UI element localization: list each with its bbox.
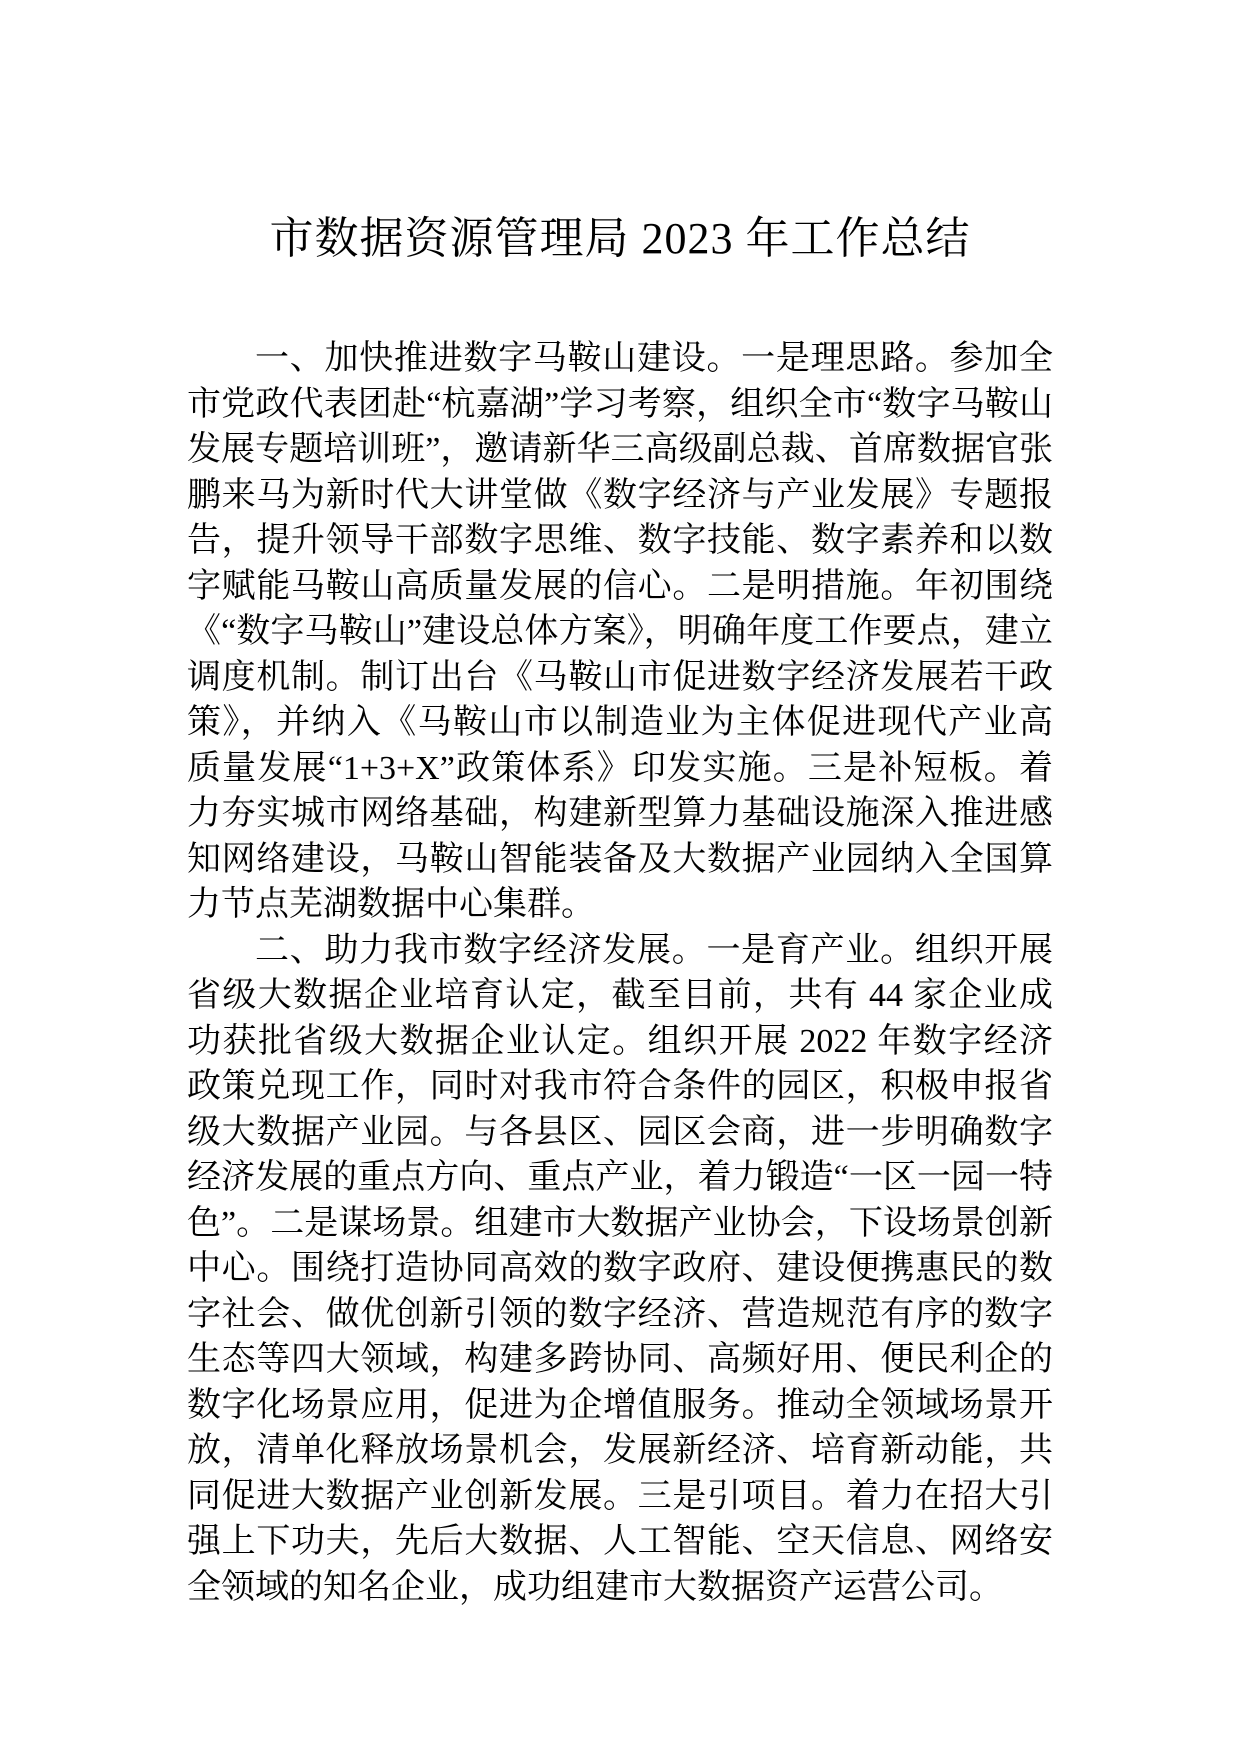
body-paragraph-2: 二、助力我市数字经济发展。一是育产业。组织开展省级大数据企业培育认定，截至目前，共有 44 家企业成功获批省级大数据企业认定。组织开展 2022 年数字经济政策兑现工作，同时对我市符合条件的园区，积极申报省级大数据产业园。与各县区、园区会商，进一步明确数字经济发展的重点方向、重点产业，着力锻造“一区一园一特色”。二是谋场景。组建市大数据产业协会，下设场景创新中心。围绕打造协同高效的数字政府、建设便携惠民的数字社会、做优创新引领的数字经济、营造规范有序的数字生态等四大领域，构建多跨协同、高频好用、便民利企的数字化场景应用，促进为企增值服务。推动全领域场景开放，清单化释放场景机会，发展新经济、培育新动能，共同促进大数据产业创新发展。三是引项目。着力在招大引强上下功夫，先后大数据、人工智能、空天信息、网络安全领域的知名企业，成功组建市大数据资产运营公司。 (187, 931, 1053, 1606)
body-paragraph-1: 一、加快推进数字马鞍山建设。一是理思路。参加全市党政代表团赴“杭嘉湖”学习考察，组织全市“数字马鞍山发展专题培训班”，邀请新华三高级副总裁、首席数据官张鹏来马为新时代大讲堂做《数字经济与产业发展》专题报告，提升领导干部数字思维、数字技能、数字素养和以数字赋能马鞍山高质量发展的信心。二是明措施。年初围绕《“数字马鞍山”建设总体方案》，明确年度工作要点，建立调度机制。制订出台《马鞍山市促进数字经济发展若干政策》，并纳入《马鞍山市以制造业为主体促进现代产业高质量发展“1+3+X”政策体系》印发实施。三是补短板。着力夯实城市网络基础，构建新型算力基础设施深入推进感知网络建设，马鞍山智能装备及大数据产业园纳入全国算力节点芜湖数据中心集群。 (187, 340, 1053, 923)
document-body (187, 336, 1053, 1610)
page-title: 市数据资源管理局 2023 年工作总结 (269, 214, 971, 263)
